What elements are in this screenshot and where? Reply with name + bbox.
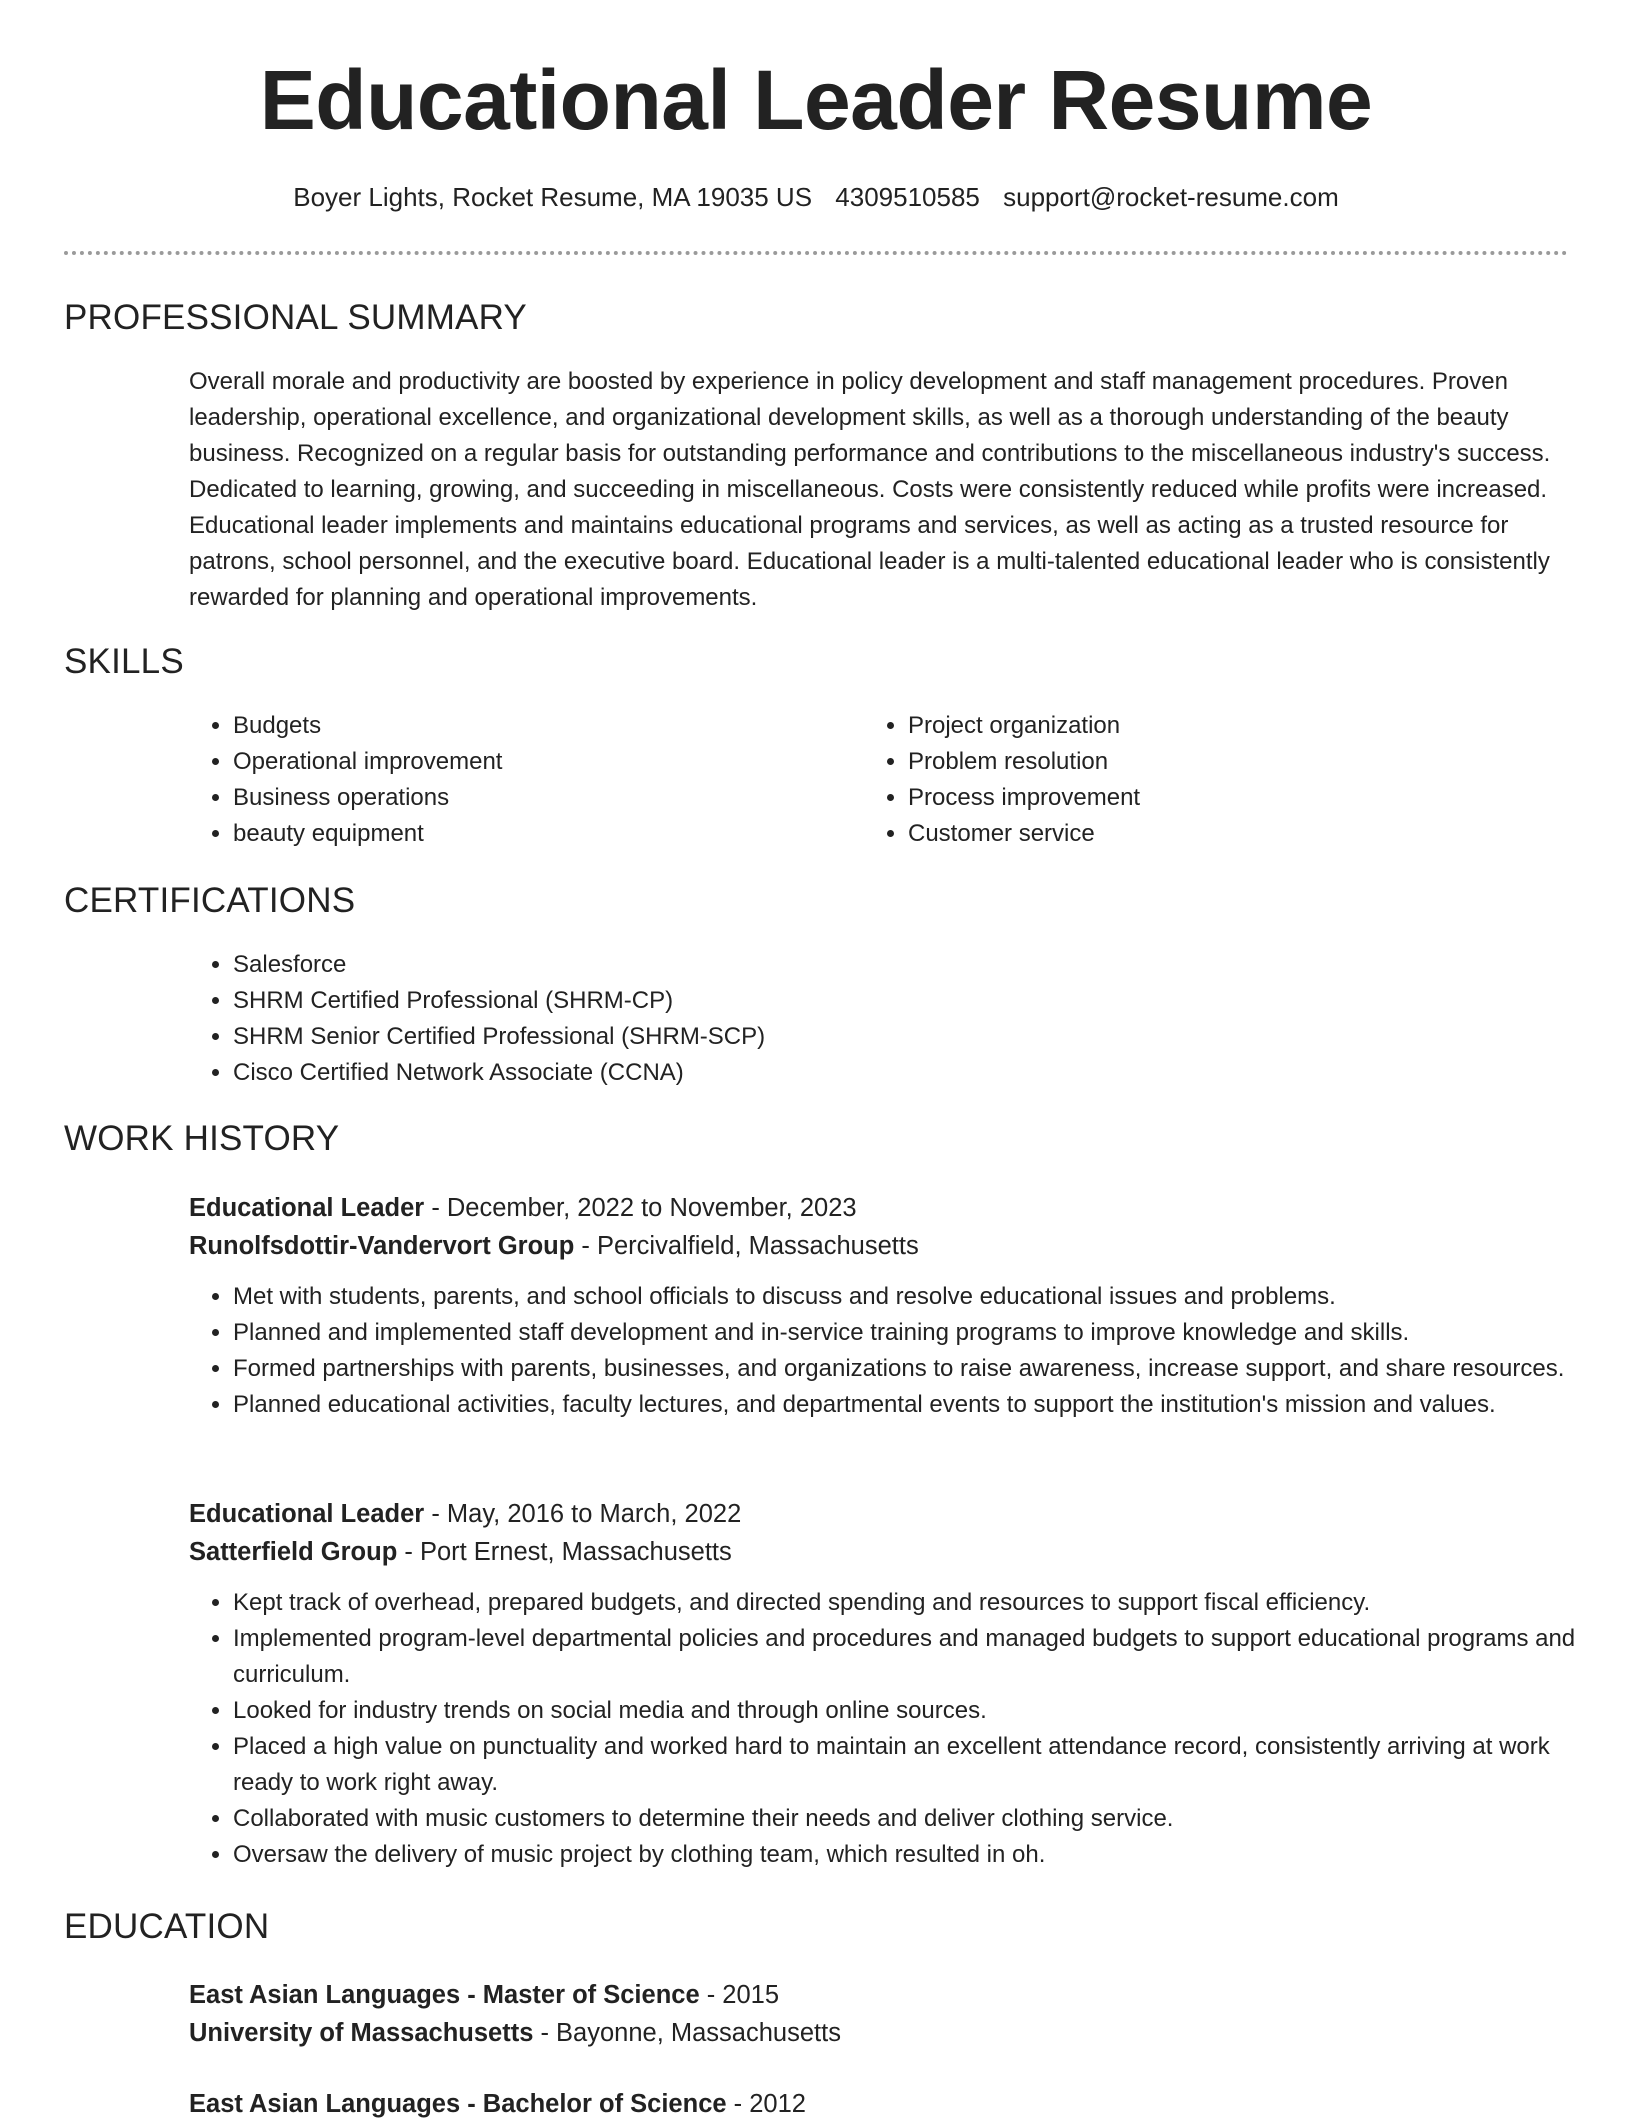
certification-item: • Cisco Certified Network Associate (CCNA) (233, 1055, 1569, 1091)
job-role: Educational Leader (189, 1500, 425, 1528)
summary-text: Overall morale and productivity are boosted by experience in policy development and staff management procedures. Proven leadership, operational excellence, and organizational development skills, as well as a thorough understanding of the beauty business. Recognized on a regular basis for outstanding performance and contributions to the miscellaneous industry's success. Dedicated to learning, growing, and succeeding in miscellaneous. Costs were consistently reduced while profits were increased. Educational leader implements and maintains educational programs and services, as well as acting as a trusted resource for patrons, school personnel, and the executive board. Educational leader is a multi-talented educational leader who is consistently rewarded for planning and operational improvements. (189, 368, 1551, 611)
work-history-heading: WORK HISTORY (64, 1119, 340, 1158)
job-location: - Port Ernest, Massachusetts (397, 1538, 732, 1566)
job-bullet: • Placed a high value on punctuality and worked hard to maintain an excellent attendance record, consistently arriving at work ready to work right away. (233, 1729, 1579, 1801)
education-entry (189, 1976, 1569, 2052)
job-bullet: • Collaborated with music customers to determine their needs and deliver clothing service. (233, 1801, 1579, 1837)
skill-item: • Customer service (908, 816, 1504, 852)
job-bullet: • Formed partnerships with parents, businesses, and organizations to raise awareness, increase support, and share resources. (233, 1351, 1579, 1387)
header-divider (64, 251, 1568, 255)
contact-line (0, 182, 1632, 213)
education-entry (189, 2085, 1569, 2123)
certification-item: • Salesforce (233, 947, 1569, 983)
education-year: - 2012 (726, 2090, 806, 2118)
education-school-line (189, 2014, 1569, 2052)
job-bullet: • Kept track of overhead, prepared budgets, and directed spending and resources to support fiscal efficiency. (233, 1585, 1579, 1621)
job-company: Satterfield Group (189, 1538, 398, 1566)
skill-item: • Problem resolution (908, 744, 1504, 780)
skills-right-column (864, 708, 1504, 852)
job-bullet: • Oversaw the delivery of music project by clothing team, which resulted in oh. (233, 1837, 1579, 1873)
contact-email: support@rocket-resume.com (1003, 182, 1339, 212)
education-school: University of Massachusetts (189, 2019, 534, 2047)
job-dates: - May, 2016 to March, 2022 (424, 1500, 742, 1528)
job-entry (189, 1495, 1579, 1873)
skill-item: • Project organization (908, 708, 1504, 744)
education-location: - Bayonne, Massachusetts (533, 2019, 841, 2047)
job-bullet: • Met with students, parents, and school officials to discuss and resolve educational issues and problems. (233, 1279, 1579, 1315)
job-bullet: • Planned educational activities, faculty lectures, and departmental events to support the institution's mission and values. (233, 1387, 1579, 1423)
job-bullet: • Planned and implemented staff development and in-service training programs to improve knowledge and skills. (233, 1315, 1579, 1351)
education-year: - 2015 (699, 1981, 780, 2009)
certifications-section (189, 947, 1569, 1091)
education-degree: East Asian Languages - Bachelor of Science (189, 2090, 727, 2118)
job-company: Runolfsdottir-Vandervort Group (189, 1232, 575, 1260)
summary-section (189, 364, 1569, 616)
skill-item: • Budgets (233, 708, 829, 744)
job-location: - Percivalfield, Massachusetts (574, 1232, 919, 1260)
skills-heading: SKILLS (64, 642, 184, 681)
education-degree-line (189, 2085, 1569, 2123)
certifications-heading: CERTIFICATIONS (64, 881, 356, 920)
education-heading: EDUCATION (64, 1907, 270, 1946)
certification-item: • SHRM Senior Certified Professional (SHRM-SCP) (233, 1019, 1569, 1055)
job-company-line (189, 1227, 1579, 1265)
skill-item: • beauty equipment (233, 816, 829, 852)
job-role: Educational Leader (189, 1194, 425, 1222)
job-title-line (189, 1189, 1579, 1227)
certification-item: • SHRM Certified Professional (SHRM-CP) (233, 983, 1569, 1019)
job-bullet: • Looked for industry trends on social media and through online sources. (233, 1693, 1579, 1729)
skill-item: • Business operations (233, 780, 829, 816)
skill-item: • Process improvement (908, 780, 1504, 816)
skill-item: • Operational improvement (233, 744, 829, 780)
contact-phone: 4309510585 (835, 182, 980, 212)
skills-left-column (189, 708, 829, 852)
summary-heading: PROFESSIONAL SUMMARY (64, 298, 527, 337)
resume-title: Educational Leader Resume (259, 53, 1373, 147)
education-degree: East Asian Languages - Master of Science (189, 1981, 700, 2009)
job-bullet: • Implemented program-level departmental policies and procedures and managed budgets to support educational programs and curriculum. (233, 1621, 1579, 1693)
job-title-line (189, 1495, 1579, 1533)
education-degree-line (189, 1976, 1569, 2014)
job-entry (189, 1189, 1579, 1423)
job-company-line (189, 1533, 1579, 1571)
job-dates: - December, 2022 to November, 2023 (424, 1194, 857, 1222)
contact-address: Boyer Lights, Rocket Resume, MA 19035 US (293, 182, 813, 212)
